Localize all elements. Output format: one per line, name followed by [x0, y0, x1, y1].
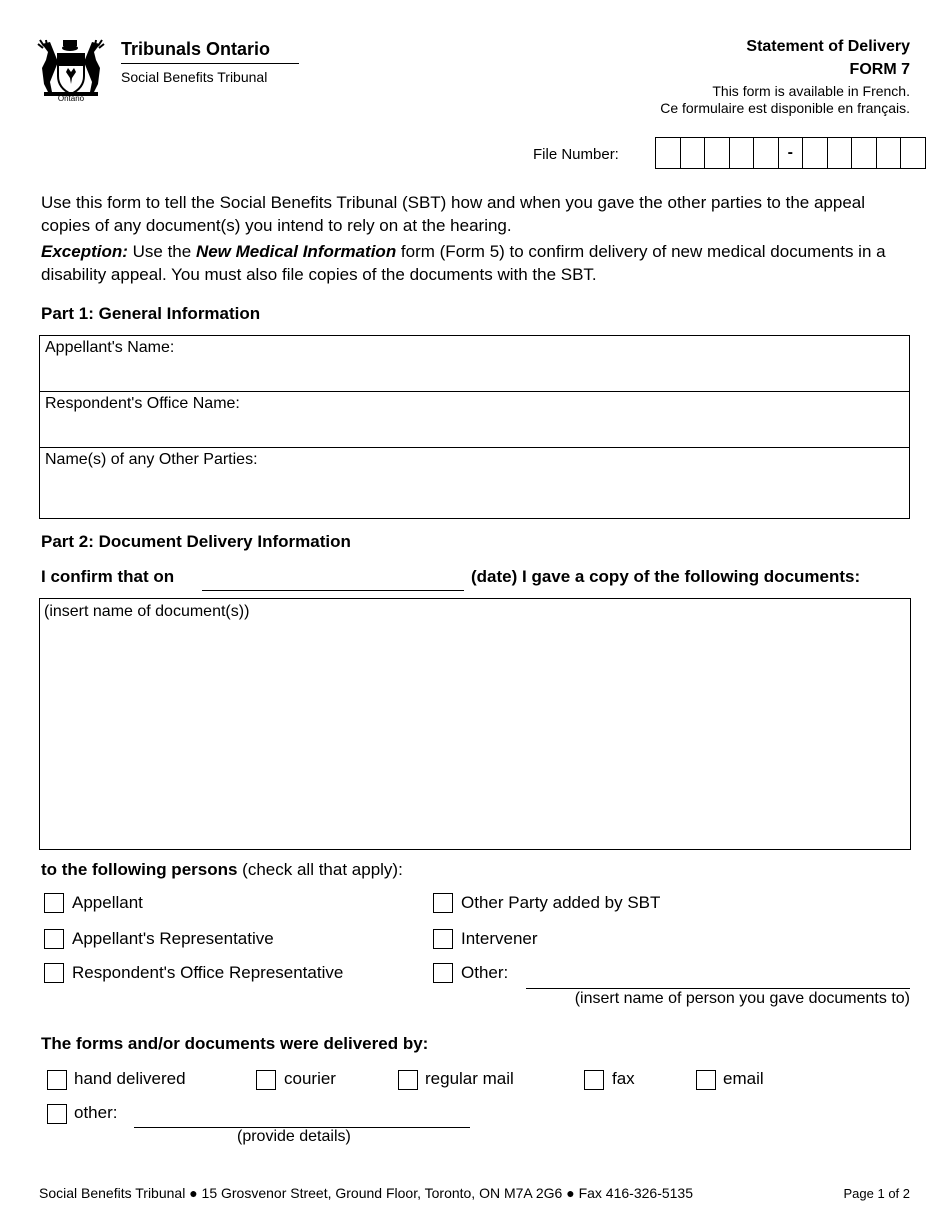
intervener-checkbox[interactable]	[433, 929, 453, 949]
file-number-box[interactable]	[827, 138, 852, 168]
file-number-box[interactable]	[802, 138, 827, 168]
file-number-box[interactable]	[900, 138, 925, 168]
confirm-prefix: I confirm that on	[41, 567, 175, 586]
file-number-box[interactable]	[876, 138, 901, 168]
email-label: email	[723, 1069, 764, 1088]
courier-checkbox[interactable]	[256, 1070, 276, 1090]
other-person-label: Other:	[461, 963, 509, 982]
exception-paragraph	[41, 240, 911, 286]
intro-paragraph: Use this form to tell the Social Benefits Tribunal (SBT) how and when you gave the other parties to the appeal copies of any document(s) you intend to rely on at the hearing.	[41, 193, 866, 235]
form-title: Statement of Delivery	[746, 38, 910, 55]
form-number: FORM 7	[849, 61, 910, 78]
appellant-name-field[interactable]	[40, 336, 909, 392]
appellant-label: Appellant	[72, 893, 143, 912]
confirm-suffix: (date) I gave a copy of the following documents:	[471, 567, 861, 586]
documents-textarea[interactable]	[39, 598, 911, 850]
footer-address: Social Benefits Tribunal ● 15 Grosvenor Street, Ground Floor, Toronto, ON M7A 2G6 ● Fax 416-326-5135	[39, 1185, 693, 1201]
other-method-checkbox[interactable]	[47, 1104, 67, 1124]
file-number-box[interactable]	[851, 138, 876, 168]
respondent-office-name-label: Respondent's Office Name:	[45, 395, 240, 412]
intro-text	[41, 191, 911, 286]
other-person-hint: (insert name of person you gave documents to)	[574, 990, 910, 1007]
intervener-label: Intervener	[461, 929, 538, 948]
file-number-box[interactable]	[729, 138, 754, 168]
fax-checkbox[interactable]	[584, 1070, 604, 1090]
file-number-field[interactable]	[655, 137, 926, 169]
fax-label: fax	[612, 1069, 635, 1088]
appellant-checkbox[interactable]	[44, 893, 64, 913]
other-person-input[interactable]	[526, 988, 910, 989]
other-method-label: other:	[74, 1103, 118, 1122]
part1-title: Part 1: General Information	[41, 304, 261, 323]
org-title: Tribunals Ontario	[121, 39, 271, 59]
regular-mail-checkbox[interactable]	[398, 1070, 418, 1090]
general-info-table	[39, 335, 910, 519]
appellant-name-label: Appellant's Name:	[45, 339, 175, 356]
delivery-date-input[interactable]	[202, 590, 464, 591]
other-person-checkbox[interactable]	[433, 963, 453, 983]
ontario-coat-of-arms-logo	[36, 38, 106, 104]
other-party-label: Other Party added by SBT	[461, 893, 661, 912]
other-parties-label: Name(s) of any Other Parties:	[45, 451, 258, 468]
part2-title: Part 2: Document Delivery Information	[41, 532, 351, 551]
other-party-checkbox[interactable]	[433, 893, 453, 913]
hand-delivered-label: hand delivered	[74, 1069, 186, 1088]
respondent-office-name-field[interactable]	[40, 392, 909, 448]
file-number-box[interactable]	[753, 138, 778, 168]
file-number-box[interactable]	[704, 138, 729, 168]
exception-text: Use the	[127, 242, 196, 261]
respondent-office-representative-checkbox[interactable]	[44, 963, 64, 983]
file-number-box[interactable]	[680, 138, 705, 168]
respondent-office-representative-label: Respondent's Office Representative	[72, 963, 344, 982]
page-number: Page 1 of 2	[843, 1186, 910, 1201]
french-availability-note-fr: Ce formulaire est disponible en français.	[660, 100, 910, 116]
exception-label: Exception:	[41, 242, 128, 261]
documents-placeholder: (insert name of document(s))	[44, 603, 250, 620]
hand-delivered-checkbox[interactable]	[47, 1070, 67, 1090]
org-subtitle: Social Benefits Tribunal	[121, 69, 268, 85]
regular-mail-label: regular mail	[425, 1069, 514, 1088]
exception-form-name: New Medical Information	[195, 242, 397, 261]
file-number-label: File Number:	[533, 146, 619, 163]
courier-label: courier	[284, 1069, 336, 1088]
logo-caption: Ontario	[57, 94, 85, 103]
persons-heading-bold: to the following persons	[41, 860, 238, 879]
french-availability-note: This form is available in French.	[712, 83, 910, 99]
file-number-box[interactable]	[655, 138, 680, 168]
persons-heading	[41, 860, 403, 880]
email-checkbox[interactable]	[696, 1070, 716, 1090]
delivery-heading: The forms and/or documents were delivered by:	[41, 1034, 429, 1053]
persons-heading-note: (check all that apply):	[237, 860, 403, 879]
org-divider	[121, 63, 299, 64]
other-parties-field[interactable]	[40, 448, 909, 518]
file-number-separator: -	[778, 138, 803, 168]
appellant-representative-label: Appellant's Representative	[72, 929, 274, 948]
appellant-representative-checkbox[interactable]	[44, 929, 64, 949]
other-method-hint: (provide details)	[237, 1128, 351, 1145]
exception-text: form (Form 5) to confirm delivery of new medical documents in a disability appeal. You must also file copies of the documents with the SBT.	[41, 242, 886, 284]
